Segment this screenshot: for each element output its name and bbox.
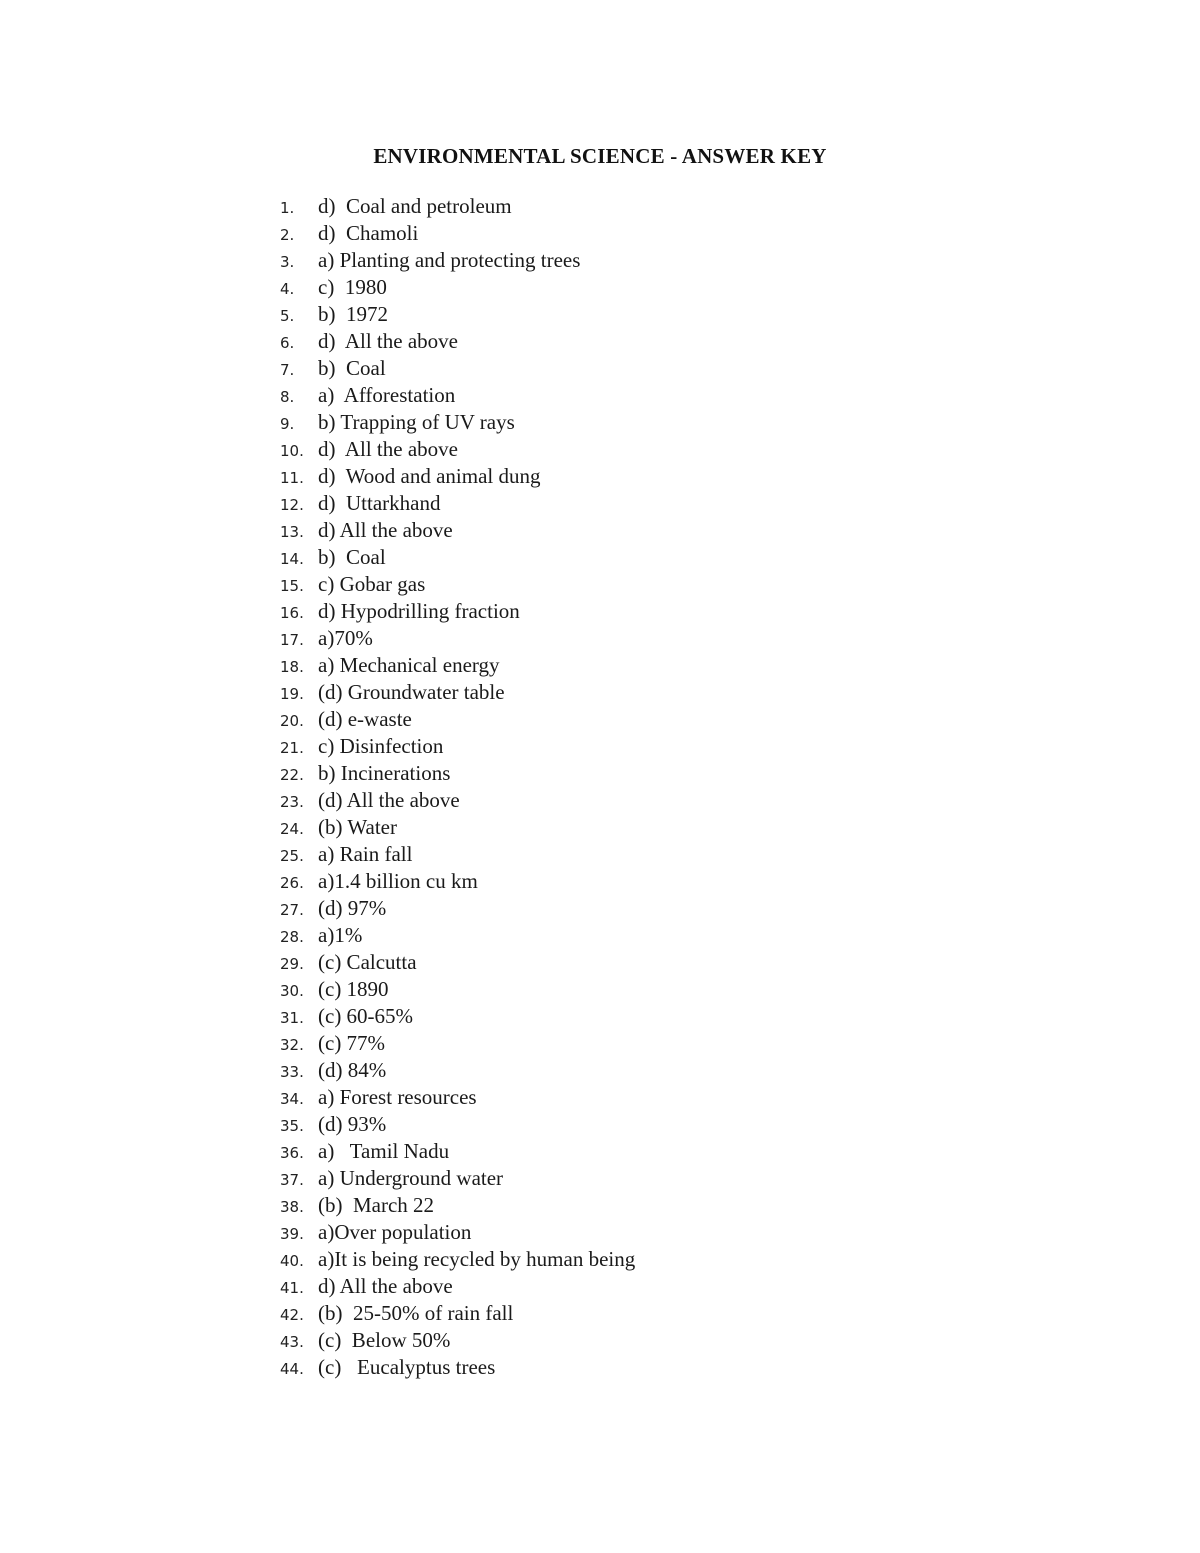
answer-number: 41.	[280, 1279, 304, 1297]
list-item	[280, 1138, 635, 1165]
answer-number: 32.	[280, 1036, 304, 1054]
answer-text: d) Wood and animal dung	[318, 464, 541, 488]
answer-number: 7.	[280, 361, 295, 379]
answer-text: c) Disinfection	[318, 734, 444, 758]
answer-text: b) 1972	[318, 302, 388, 326]
answer-number: 12.	[280, 496, 304, 514]
answer-text: d) All the above	[318, 329, 458, 353]
answer-text: (b) March 22	[318, 1193, 435, 1217]
list-item	[280, 760, 635, 787]
list-item	[280, 868, 635, 895]
list-item	[280, 1165, 635, 1192]
answer-list	[280, 193, 635, 1381]
list-item	[280, 841, 635, 868]
answer-number: 6.	[280, 334, 295, 352]
list-item	[280, 598, 635, 625]
answer-text: d) Coal and petroleum	[318, 194, 512, 218]
answer-number: 33.	[280, 1063, 304, 1081]
answer-number: 1.	[280, 199, 295, 217]
list-item	[280, 517, 635, 544]
answer-number: 24.	[280, 820, 304, 838]
list-item	[280, 1030, 635, 1057]
answer-text: b) Incinerations	[318, 761, 451, 785]
answer-text: (c) 60-65%	[318, 1004, 414, 1028]
answer-number: 23.	[280, 793, 304, 811]
answer-number: 34.	[280, 1090, 304, 1108]
answer-text: b) Coal	[318, 545, 386, 569]
answer-number: 8.	[280, 388, 295, 406]
answer-number: 2.	[280, 226, 295, 244]
answer-text: c) Gobar gas	[318, 572, 426, 596]
answer-number: 36.	[280, 1144, 304, 1162]
answer-text: d) All the above	[318, 518, 453, 542]
answer-text: d) Hypodrilling fraction	[318, 599, 520, 623]
page-title: ENVIRONMENTAL SCIENCE - ANSWER KEY	[373, 144, 827, 168]
answer-text: c) 1980	[318, 275, 387, 299]
answer-number: 40.	[280, 1252, 304, 1270]
list-item	[280, 409, 635, 436]
answer-text: b) Coal	[318, 356, 386, 380]
answer-number: 16.	[280, 604, 304, 622]
list-item	[280, 490, 635, 517]
answer-text: a) Rain fall	[318, 842, 413, 866]
answer-text: (d) Groundwater table	[318, 680, 505, 704]
answer-number: 21.	[280, 739, 304, 757]
list-item	[280, 976, 635, 1003]
answer-number: 5.	[280, 307, 295, 325]
answer-number: 29.	[280, 955, 304, 973]
answer-number: 39.	[280, 1225, 304, 1243]
answer-text: a) Mechanical energy	[318, 653, 500, 677]
answer-text: a)It is being recycled by human being	[318, 1247, 636, 1271]
answer-number: 11.	[280, 469, 304, 487]
list-item	[280, 193, 635, 220]
list-item	[280, 1354, 635, 1381]
answer-text: (d) e-waste	[318, 707, 412, 731]
answer-text: a)1%	[318, 923, 363, 947]
answer-number: 20.	[280, 712, 304, 730]
answer-text: (d) 93%	[318, 1112, 387, 1136]
answer-number: 30.	[280, 982, 304, 1000]
list-item	[280, 1057, 635, 1084]
answer-text: a) Forest resources	[318, 1085, 477, 1109]
answer-text: (d) All the above	[318, 788, 460, 812]
answer-text: (c) Calcutta	[318, 950, 417, 974]
list-item	[280, 652, 635, 679]
answer-number: 14.	[280, 550, 304, 568]
list-item	[280, 220, 635, 247]
answer-text: a) Tamil Nadu	[318, 1139, 450, 1163]
answer-text: (c) Eucalyptus trees	[318, 1355, 496, 1379]
answer-number: 44.	[280, 1360, 304, 1378]
answer-number: 42.	[280, 1306, 304, 1324]
answer-number: 18.	[280, 658, 304, 676]
list-item	[280, 1246, 635, 1273]
answer-number: 38.	[280, 1198, 304, 1216]
answer-text: b) Trapping of UV rays	[318, 410, 515, 434]
list-item	[280, 382, 635, 409]
answer-number: 37.	[280, 1171, 304, 1189]
answer-text: a)Over population	[318, 1220, 472, 1244]
list-item	[280, 1219, 635, 1246]
answer-text: a) Afforestation	[318, 383, 456, 407]
answer-number: 31.	[280, 1009, 304, 1027]
answer-number: 35.	[280, 1117, 304, 1135]
answer-number: 27.	[280, 901, 304, 919]
answer-text: a) Underground water	[318, 1166, 504, 1190]
list-item	[280, 1084, 635, 1111]
answer-text: (d) 84%	[318, 1058, 387, 1082]
list-item	[280, 787, 635, 814]
list-item	[280, 463, 635, 490]
answer-text: (c) Below 50%	[318, 1328, 451, 1352]
list-item	[280, 274, 635, 301]
list-item	[280, 625, 635, 652]
answer-number: 19.	[280, 685, 304, 703]
answer-number: 9.	[280, 415, 295, 433]
list-item	[280, 895, 635, 922]
answer-text: (c) 77%	[318, 1031, 386, 1055]
list-item	[280, 1192, 635, 1219]
list-item	[280, 571, 635, 598]
list-item	[280, 544, 635, 571]
answer-text: (d) 97%	[318, 896, 387, 920]
answer-text: d) Uttarkhand	[318, 491, 441, 515]
list-item	[280, 1300, 635, 1327]
answer-number: 17.	[280, 631, 304, 649]
list-item	[280, 436, 635, 463]
answer-number: 4.	[280, 280, 295, 298]
list-item	[280, 1111, 635, 1138]
list-item	[280, 1003, 635, 1030]
answer-number: 25.	[280, 847, 304, 865]
answer-text: d) Chamoli	[318, 221, 419, 245]
list-item	[280, 679, 635, 706]
answer-text: d) All the above	[318, 1274, 453, 1298]
answer-number: 43.	[280, 1333, 304, 1351]
list-item	[280, 1327, 635, 1354]
answer-text: a) Planting and protecting trees	[318, 248, 581, 272]
list-item	[280, 922, 635, 949]
list-item	[280, 949, 635, 976]
answer-text: a)1.4 billion cu km	[318, 869, 478, 893]
answer-number: 28.	[280, 928, 304, 946]
list-item	[280, 328, 635, 355]
list-item	[280, 355, 635, 382]
answer-number: 26.	[280, 874, 304, 892]
list-item	[280, 301, 635, 328]
answer-number: 3.	[280, 253, 295, 271]
answer-number: 15.	[280, 577, 304, 595]
answer-text: (b) 25-50% of rain fall	[318, 1301, 514, 1325]
list-item	[280, 733, 635, 760]
list-item	[280, 706, 635, 733]
answer-number: 22.	[280, 766, 304, 784]
answer-number: 13.	[280, 523, 304, 541]
answer-text: a)70%	[318, 626, 373, 650]
answer-text: (c) 1890	[318, 977, 389, 1001]
list-item	[280, 814, 635, 841]
answer-text: d) All the above	[318, 437, 458, 461]
answer-number: 10.	[280, 442, 304, 460]
answer-text: (b) Water	[318, 815, 397, 839]
list-item	[280, 1273, 635, 1300]
list-item	[280, 247, 635, 274]
